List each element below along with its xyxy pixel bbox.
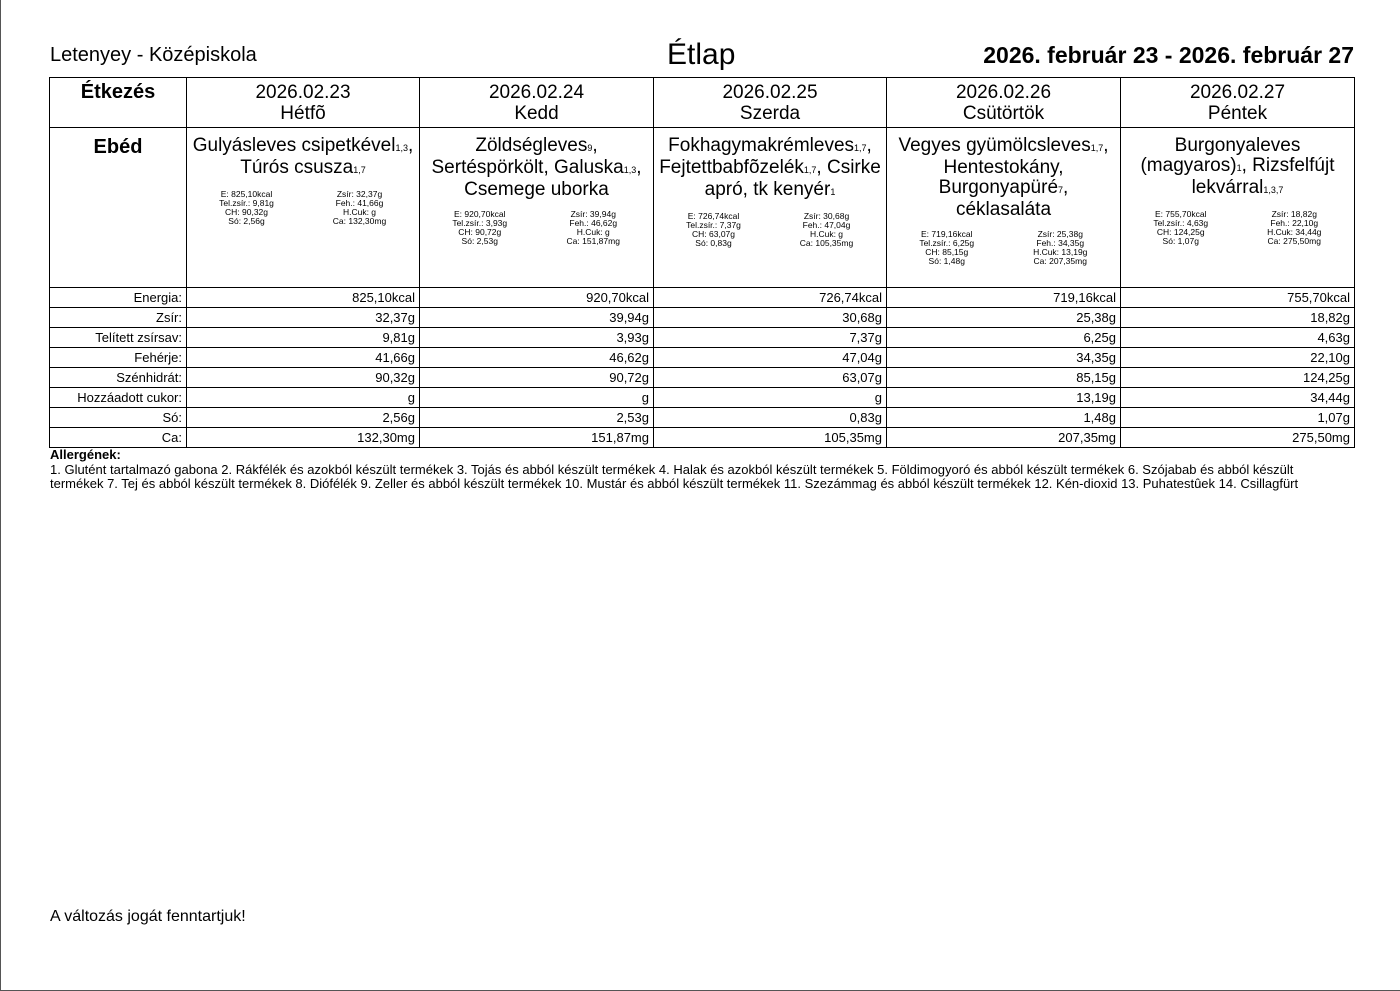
nutrient-row — [50, 388, 1355, 408]
nutrient-value: 207,35mg — [887, 428, 1121, 448]
nutrition-column — [309, 190, 411, 226]
dish-allergens: 1,3 — [395, 143, 408, 153]
nutrition-line: CH: 85,15g — [925, 247, 969, 257]
nutrient-value: 1,07g — [1121, 408, 1355, 428]
nutrient-value: 25,38g — [887, 308, 1121, 328]
nutrient-value: 275,50mg — [1121, 428, 1355, 448]
nutrient-row — [50, 428, 1355, 448]
nutrition-line: Feh.: 47,04g — [802, 220, 851, 230]
dish-name: Zöldségleves — [475, 135, 588, 156]
nutrition-line: E: 825,10kcal — [220, 189, 273, 199]
nutrient-row — [50, 348, 1355, 368]
dish-allergens: 1,7 — [803, 165, 817, 175]
nutrition-line: Só: 2,53g — [461, 236, 498, 246]
nutrient-value: 3,93g — [420, 328, 654, 348]
nutrition-line: E: 719,16kcal — [920, 229, 973, 239]
nutrient-value: 0,83g — [654, 408, 887, 428]
nutrient-value: 34,44g — [1121, 388, 1355, 408]
nutrient-value: 4,63g — [1121, 328, 1355, 348]
nutrient-value: 719,16kcal — [887, 288, 1121, 308]
nutrient-value: g — [654, 388, 887, 408]
page-title: Étlap — [667, 38, 736, 71]
nutrition-line: Só: 1,07g — [1162, 236, 1199, 246]
dish-list — [1124, 136, 1351, 200]
nutrient-row — [50, 308, 1355, 328]
nutrient-value: 30,68g — [654, 308, 887, 328]
nutrient-label: Hozzáadott cukor: — [50, 388, 187, 408]
nutrition-line: Ca: 132,30mg — [332, 216, 387, 226]
nutrition-line: Zsír: 18,82g — [1271, 209, 1317, 219]
day-menu — [420, 128, 654, 288]
nutrition-summary — [657, 212, 883, 248]
nutrition-line: E: 755,70kcal — [1154, 209, 1207, 219]
nutrition-line: H.Cuk: g — [576, 227, 610, 237]
nutrition-line: E: 920,70kcal — [453, 209, 506, 219]
dish-allergens: 7 — [1058, 185, 1064, 195]
nutrition-line: Zsír: 30,68g — [803, 211, 850, 221]
nutrition-summary — [1124, 210, 1351, 246]
dish-allergens: 9 — [587, 143, 593, 153]
nutrition-line: Tel.zsír.: 6,25g — [919, 238, 975, 248]
dish-name: Burgonyaleves (magyaros) — [1140, 135, 1301, 176]
day-header — [420, 78, 654, 128]
nutrient-label: Fehérje: — [50, 348, 187, 368]
corner-label: Étkezés — [50, 78, 187, 128]
day-header — [1121, 78, 1355, 128]
nutrition-line: E: 726,74kcal — [687, 211, 740, 221]
dish-separator: , — [408, 135, 414, 156]
nutrition-column — [1243, 210, 1345, 246]
dish-name: Fejtettbabfõzelék — [659, 157, 804, 178]
dish-name: Sertéspörkölt, Galuska — [431, 157, 624, 178]
day-name: Péntek — [1207, 103, 1268, 124]
allergens-title: Allergének: — [50, 447, 121, 462]
nutrient-value: 18,82g — [1121, 308, 1355, 328]
day-name: Hétfõ — [280, 103, 326, 124]
nutrition-line: Feh.: 41,66g — [335, 198, 384, 208]
nutrient-value: 63,07g — [654, 368, 887, 388]
nutrition-column — [196, 190, 298, 226]
nutrient-row — [50, 368, 1355, 388]
school-name: Letenyey - Középiskola — [50, 44, 257, 66]
nutrient-value: 13,19g — [887, 388, 1121, 408]
day-date: 2026.02.27 — [1189, 82, 1286, 103]
page-header — [50, 38, 1354, 74]
nutrient-value: 34,35g — [887, 348, 1121, 368]
dish-list — [190, 136, 416, 180]
day-menu — [887, 128, 1121, 288]
day-date: 2026.02.25 — [722, 82, 818, 103]
dish-list — [657, 136, 883, 202]
nutrition-line: CH: 63,07g — [692, 229, 735, 239]
nutrition-line: CH: 90,32g — [225, 207, 268, 217]
day-name: Csütörtök — [962, 103, 1045, 124]
nutrition-line: Ca: 275,50mg — [1267, 236, 1321, 246]
nutrient-value: 39,94g — [420, 308, 654, 328]
nutrient-value: 2,56g — [187, 408, 420, 428]
nutrition-line: Tel.zsír.: 3,93g — [452, 218, 508, 228]
nutrition-line: H.Cuk: 34,44g — [1267, 227, 1322, 237]
nutrient-value: 32,37g — [187, 308, 420, 328]
dish-separator: , — [816, 157, 827, 178]
dish-allergens: 1 — [830, 187, 836, 197]
day-menu — [1121, 128, 1355, 288]
dish-name: Fokhagymakrémleves — [668, 135, 855, 156]
nutrient-value: 9,81g — [187, 328, 420, 348]
nutrient-value: 6,25g — [887, 328, 1121, 348]
nutrient-value: 105,35mg — [654, 428, 887, 448]
day-header — [654, 78, 887, 128]
dish-separator: , — [866, 135, 872, 156]
nutrition-column — [663, 212, 765, 248]
nutrient-value: 22,10g — [1121, 348, 1355, 368]
nutrition-line: Ca: 207,35mg — [1033, 256, 1087, 266]
nutrient-value: 47,04g — [654, 348, 887, 368]
nutrient-value: 1,48g — [887, 408, 1121, 428]
nutrition-column — [1130, 210, 1232, 246]
nutrition-line: Feh.: 46,62g — [569, 218, 618, 228]
nutrition-column — [896, 230, 998, 266]
dish-allergens: 1 — [1236, 163, 1242, 173]
nutrition-summary — [190, 190, 416, 226]
nutrient-row — [50, 328, 1355, 348]
dish-list — [890, 136, 1117, 220]
dish-allergens: 1,7 — [854, 143, 867, 153]
nutrient-value: g — [187, 388, 420, 408]
nutrition-line: Só: 0,83g — [695, 238, 732, 248]
nutrient-value: 124,25g — [1121, 368, 1355, 388]
nutrient-value: 90,32g — [187, 368, 420, 388]
nutrition-line: Só: 1,48g — [928, 256, 965, 266]
dish-name: Gulyásleves csipetkével — [192, 135, 396, 156]
dish-separator: , — [1103, 135, 1109, 156]
day-header — [187, 78, 420, 128]
day-menu — [187, 128, 420, 288]
nutrition-line: H.Cuk: 13,19g — [1033, 247, 1088, 257]
dish-name: Csirke apró, tk kenyér — [704, 157, 881, 200]
dish-name: céklasaláta — [955, 199, 1052, 220]
meal-row — [50, 128, 1355, 288]
day-header — [887, 78, 1121, 128]
nutrition-line: H.Cuk: g — [342, 207, 377, 217]
nutrition-line: Ca: 105,35mg — [799, 238, 854, 248]
nutrient-label: Zsír: — [50, 308, 187, 328]
nutrient-value: 920,70kcal — [420, 288, 654, 308]
dish-separator: , — [1063, 177, 1069, 198]
dish-allergens: 1,3 — [623, 165, 637, 175]
nutrient-value: 85,15g — [887, 368, 1121, 388]
dish-separator: , — [1241, 155, 1253, 176]
nutrition-column — [429, 210, 531, 246]
day-menu — [654, 128, 887, 288]
nutrient-label: Telített zsírsav: — [50, 328, 187, 348]
nutrition-line: H.Cuk: g — [809, 229, 844, 239]
nutrition-line: CH: 90,72g — [458, 227, 502, 237]
nutrient-value: 46,62g — [420, 348, 654, 368]
day-name: Kedd — [514, 103, 559, 124]
nutrient-value: 41,66g — [187, 348, 420, 368]
nutrient-value: g — [420, 388, 654, 408]
nutrient-label: Só: — [50, 408, 187, 428]
nutrition-summary — [890, 230, 1117, 266]
dish-name: Vegyes gyümölcsleves — [898, 135, 1091, 156]
dish-allergens: 1,7 — [1090, 143, 1104, 153]
nutrient-label: Ca: — [50, 428, 187, 448]
nutrition-line: Feh.: 34,35g — [1036, 238, 1085, 248]
dish-list — [423, 136, 650, 200]
nutrient-value: 2,53g — [420, 408, 654, 428]
nutrition-line: Tel.zsír.: 9,81g — [219, 198, 274, 208]
dish-name: Hentestokány, Burgonyapüré — [938, 157, 1064, 198]
day-date: 2026.02.26 — [955, 82, 1052, 103]
dish-separator: , — [636, 157, 642, 178]
nutrient-value: 755,70kcal — [1121, 288, 1355, 308]
nutrition-line: Tel.zsír.: 4,63g — [1153, 218, 1209, 228]
dish-name: Túrós csusza — [240, 157, 354, 178]
dish-allergens: 1,7 — [353, 165, 366, 175]
day-date: 2026.02.24 — [488, 82, 585, 103]
meal-label: Ebéd — [50, 128, 187, 288]
dish-name: Rizsfelfújt lekvárral — [1191, 155, 1335, 198]
nutrient-value: 132,30mg — [187, 428, 420, 448]
menu-table — [49, 77, 1355, 448]
nutrient-value: 7,37g — [654, 328, 887, 348]
footer-note: A változás jogát fenntartjuk! — [50, 908, 246, 925]
nutrition-line: Zsír: 25,38g — [1037, 229, 1083, 239]
nutrient-value: 825,10kcal — [187, 288, 420, 308]
dish-name: Csemege uborka — [464, 179, 609, 200]
nutrition-line: Feh.: 22,10g — [1270, 218, 1319, 228]
nutrient-value: 151,87mg — [420, 428, 654, 448]
nutrition-line: Tel.zsír.: 7,37g — [686, 220, 741, 230]
nutrition-column — [1009, 230, 1111, 266]
nutrient-row — [50, 408, 1355, 428]
allergens-text: 1. Glutént tartalmazó gabona 2. Rákfélék és azokból készült termékek 3. Tojás és abból készült termékek 4. Halak és azokból készült termékek 5. Földimogyoró és abból készült termékek 6. Szójabab és abból készült termékek 7. Tej és abból készült termékek 8. Diófélék 9. Zeller és abból készült termékek 10. Mustár és abból készült termékek 11. Szezámmag és abból készült termékek 12. Kén-dioxid 13. Puhatestûek 14. Csillagfürt — [50, 462, 1299, 491]
nutrient-value: 726,74kcal — [654, 288, 887, 308]
nutrition-column — [776, 212, 878, 248]
header-row — [50, 78, 1355, 128]
nutrition-column — [542, 210, 644, 246]
nutrient-label: Energia: — [50, 288, 187, 308]
date-range: 2026. február 23 - 2026. február 27 — [983, 42, 1354, 68]
nutrition-summary — [423, 210, 650, 246]
nutrition-line: Só: 2,56g — [228, 216, 265, 226]
nutrition-line: Ca: 151,87mg — [566, 236, 620, 246]
nutrition-line: Zsír: 32,37g — [336, 189, 383, 199]
dish-allergens: 1,3,7 — [1263, 185, 1284, 195]
nutrient-row — [50, 288, 1355, 308]
nutrition-line: Zsír: 39,94g — [570, 209, 616, 219]
nutrient-label: Szénhidrát: — [50, 368, 187, 388]
nutrition-line: CH: 124,25g — [1156, 227, 1205, 237]
dish-separator: , — [592, 135, 598, 156]
nutrient-value: 90,72g — [420, 368, 654, 388]
day-date: 2026.02.23 — [255, 82, 351, 103]
day-name: Szerda — [739, 103, 801, 124]
